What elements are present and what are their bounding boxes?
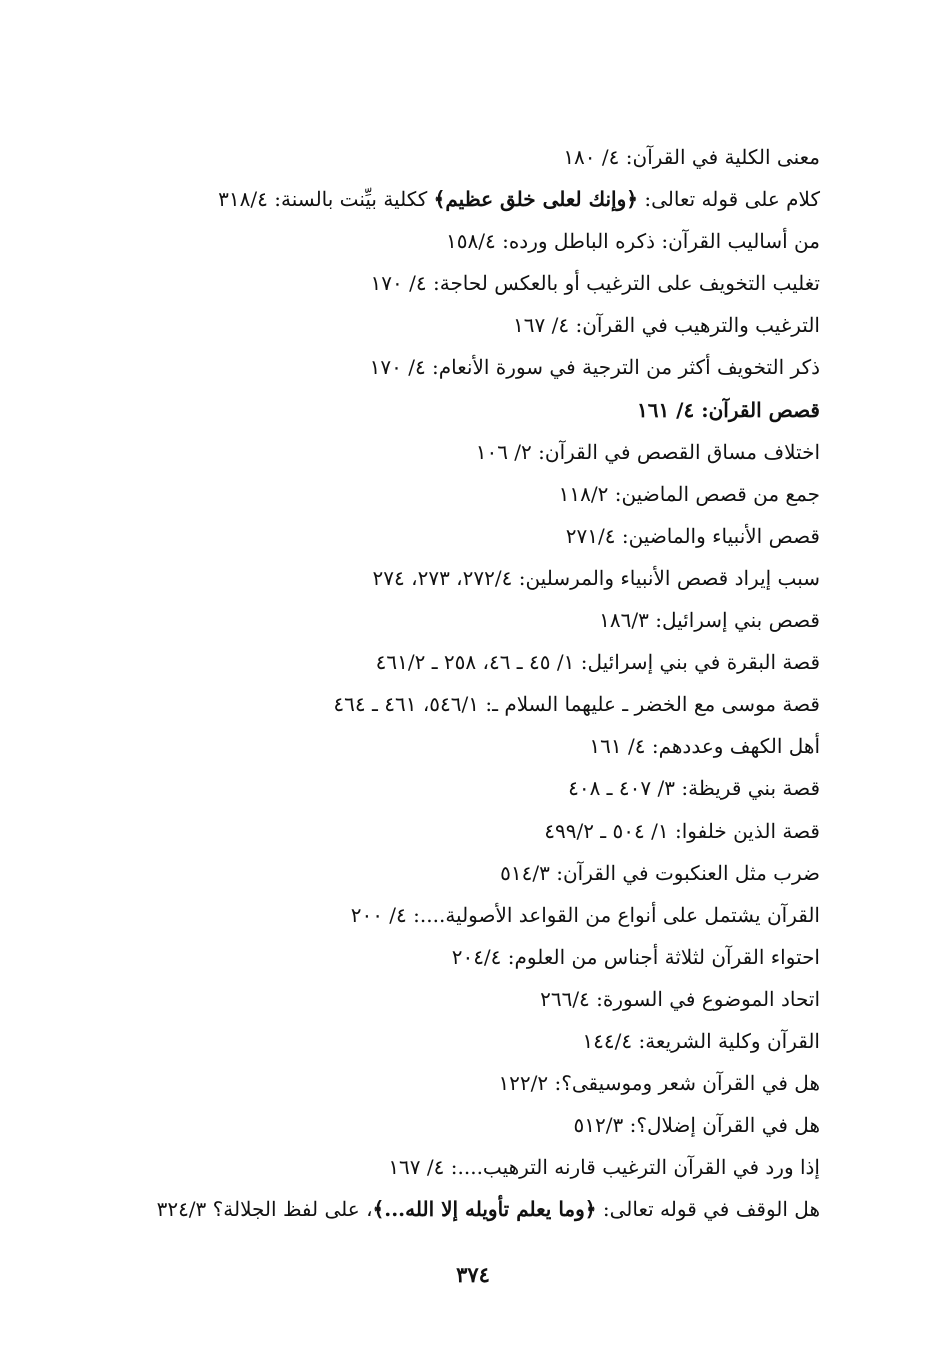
index-entry-text: ضرب مثل العنكبوت في القرآن: ٥١٤/٣ — [500, 860, 820, 885]
index-entry — [120, 725, 820, 767]
index-entry-text: أهل الكهف وعددهم: ٤/ ١٦١ — [589, 734, 820, 759]
index-entry — [120, 557, 820, 599]
index-entry — [120, 894, 820, 936]
index-entry-emphasis: ﴿وما يعلم تأويله إلا الله...﴾ — [372, 1197, 597, 1222]
index-entry-emphasis: ﴿وإنك لعلى خلق عظيم﴾ — [433, 187, 638, 212]
index-entry — [120, 767, 820, 809]
index-entry — [120, 599, 820, 641]
index-entry-text: هل في القرآن شعر وموسيقى؟: ١٢٢/٢ — [498, 1071, 820, 1096]
index-entry — [120, 304, 820, 346]
index-entry — [120, 936, 820, 978]
index-entry — [120, 810, 820, 852]
index-entry-text: ، على لفظ الجلالة؟ ٣٢٤/٣ — [156, 1197, 373, 1222]
index-entry-text: هل الوقف في قوله تعالى: — [596, 1197, 820, 1222]
index-entry — [120, 978, 820, 1020]
index-entry — [120, 473, 820, 515]
index-entry-text: قصة موسى مع الخضر ـ عليهما السلام ـ: ٥٤٦/١، ٤٦١ ـ ٤٦٤ — [333, 692, 820, 717]
index-entry-text: من أساليب القرآن: ذكره الباطل ورده: ١٥٨/٤ — [446, 229, 820, 254]
index-entry-text: معنى الكلية في القرآن: ٤/ ١٨٠ — [563, 145, 820, 169]
index-entry-text: القرآن وكلية الشريعة: ١٤٤/٤ — [582, 1028, 820, 1053]
index-entry — [120, 1104, 820, 1146]
index-entry — [120, 389, 820, 431]
index-entry-text: اتحاد الموضوع في السورة: ٢٦٦/٤ — [540, 986, 820, 1011]
index-entry — [120, 1188, 820, 1230]
index-entry-text: جمع من قصص الماضين: ١١٨/٢ — [558, 481, 820, 506]
index-entry-text: سبب إيراد قصص الأنبياء والمرسلين: ٢٧٢/٤، ٢٧٣، ٢٧٤ — [372, 565, 820, 590]
index-entry-text: كلام على قوله تعالى: — [637, 187, 820, 212]
index-entry-text: اختلاف مساق القصص في القرآن: ٢/ ١٠٦ — [475, 439, 820, 464]
index-entry — [120, 1146, 820, 1188]
index-entry-text: قصص الأنبياء والماضين: ٢٧١/٤ — [565, 523, 820, 548]
index-entry — [120, 178, 820, 220]
index-entry-text: ككلية بيِّنت بالسنة: ٣١٨/٤ — [218, 187, 434, 212]
index-entry-text: قصة بني قريظة: ٣/ ٤٠٧ ـ ٤٠٨ — [568, 776, 820, 801]
index-entry — [120, 136, 820, 178]
index-entry — [120, 431, 820, 473]
index-entry-emphasis: قصص القرآن: ٤/ ١٦١ — [636, 397, 820, 422]
index-entry-text: الترغيب والترهيب في القرآن: ٤/ ١٦٧ — [513, 313, 820, 338]
index-entry-text: قصة البقرة في بني إسرائيل: ١/ ٤٥ ـ ٤٦، ٢٥٨ ـ ٤٦١/٢ — [375, 650, 820, 675]
index-entry — [120, 220, 820, 262]
index-entry — [120, 346, 820, 388]
index-entry — [120, 1062, 820, 1104]
index-entry — [120, 1020, 820, 1062]
index-entry-list — [120, 136, 820, 1230]
index-entry-text: قصص بني إسرائيل: ١٨٦/٣ — [599, 608, 820, 633]
index-entry-text: قصة الذين خلفوا: ١/ ٥٠٤ ـ ٤٩٩/٢ — [544, 818, 820, 843]
page-number: ٣٧٤ — [456, 1262, 490, 1287]
index-entry — [120, 683, 820, 725]
index-entry — [120, 262, 820, 304]
index-entry-text: احتواء القرآن لثلاثة أجناس من العلوم: ٢٠٤/٤ — [451, 944, 820, 969]
index-entry-text: القرآن يشتمل على أنواع من القواعد الأصولية....: ٤/ ٢٠٠ — [350, 902, 820, 927]
index-entry — [120, 515, 820, 557]
index-entry-text: إذا ورد في القرآن الترغيب قارنه الترهيب....: ٤/ ١٦٧ — [388, 1155, 820, 1180]
index-entry — [120, 641, 820, 683]
index-entry-text: هل في القرآن إضلال؟: ٥١٢/٣ — [573, 1113, 820, 1138]
index-entry-text: ذكر التخويف أكثر من الترجية في سورة الأنعام: ٤/ ١٧٠ — [369, 355, 820, 380]
index-entry-text: تغليب التخويف على الترغيب أو بالعكس لحاجة: ٤/ ١٧٠ — [370, 271, 820, 296]
index-entry — [120, 852, 820, 894]
